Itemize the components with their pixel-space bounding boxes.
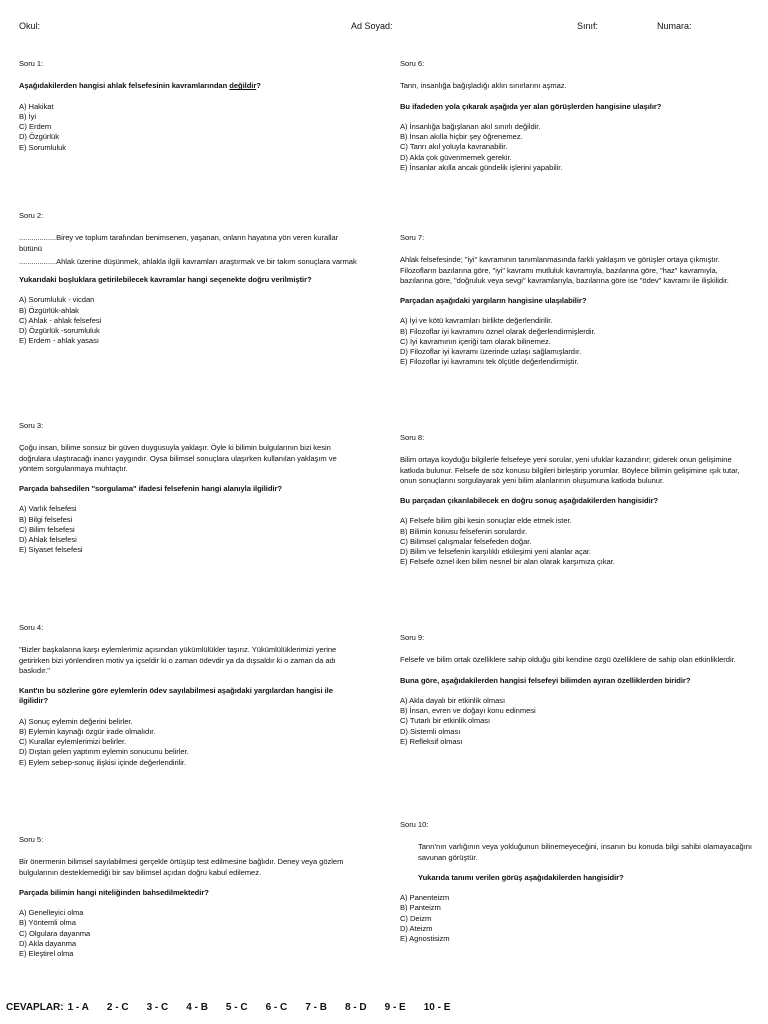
answer-key	[6, 1002, 450, 1013]
question-stem: Aşağıdakilerden hangisi ahlak felsefesinin kavramlarından değildir?	[19, 81, 261, 91]
question-text: Felsefe ve bilim ortak özelliklere sahip olduğu gibi kendine özgü özelliklere de sahip olan etkinliklerdir.	[400, 655, 736, 665]
option-e: E) Erdem - ahlak yasası	[19, 336, 99, 346]
option-b: B) İnsan akılla hiçbir şey öğrenemez.	[400, 132, 523, 141]
answer-item: 6 - C	[265, 1002, 288, 1013]
option-c: C) Olgulara dayanma	[19, 928, 91, 938]
emphasis-underline: değildir	[229, 81, 257, 91]
option-c: C) Kurallar eylemlerimizi belirler.	[19, 737, 127, 746]
question-stem: Yukarıda tanımı verilen görüş aşağıdakilerden hangisidir?	[418, 872, 624, 882]
option-d: D) Filozoflar iyi kavramı üzerinde uzlaşı sağlamışlardır.	[400, 347, 582, 356]
option-a: A) Akla dayalı bir etkinlik olması	[400, 695, 506, 705]
question-number: Soru 10:	[400, 820, 429, 829]
answer-item: 1 - A	[67, 1002, 89, 1013]
question-stem: Parçada bahsedilen "sorgulama" ifadesi felsefenin hangi alanıyla ilgilidir?	[19, 484, 282, 493]
option-c: C) Tanrı akıl yoluyla kavranabilir.	[400, 142, 508, 152]
question-4	[19, 623, 359, 768]
option-d: D) Dıştan gelen yaptırım eylemin sonucunu belirler.	[19, 747, 189, 757]
option-b: B) Eylemin kaynağı özgür irade olmalıdır.	[19, 726, 156, 736]
option-b: B) Panteizm	[400, 903, 441, 913]
answer-item: 5 - C	[225, 1002, 248, 1013]
options-list	[19, 295, 359, 346]
question-stem: Yukarıdaki boşluklara getirilebilecek kavramlar hangi seçenekte doğru verilmiştir?	[19, 275, 312, 284]
question-stem: Bu parçadan çıkarılabilecek en doğru sonuç aşağıdakilerden hangisidir?	[400, 496, 659, 505]
option-d: D) Akla çok güvenmemek gerekir.	[400, 152, 512, 162]
option-e: E) Felsefe öznel iken bilim nesnel bir alan olarak karşımıza çıkar.	[400, 557, 615, 567]
options-list	[19, 717, 359, 768]
option-e: E) Siyaset felsefesi	[19, 545, 83, 555]
question-stem: Kant'ın bu sözlerine göre eylemlerin ödev sayılabilmesi aşağıdaki yargılardan hangisi ile ilgilidir?	[19, 686, 333, 706]
question-stem: Parçadan aşağıdaki yargıların hangisine ulaşılabilir?	[400, 296, 587, 305]
option-d: D) Bilim ve felsefenin karşılıklı etkileşimi yeni alanlar açar.	[400, 547, 591, 556]
answer-item: 2 - C	[106, 1002, 129, 1013]
option-c: C) Bilim felsefesi	[19, 524, 75, 534]
question-9	[400, 633, 752, 747]
question-number: Soru 5:	[19, 835, 44, 844]
option-b: B) Yöntemli olma	[19, 918, 76, 928]
question-text: ..................Ahlak üzerine düşünmek, ahlakla ilgili kavramları araştırmak ve bir takım sonuçlara varmak	[19, 256, 357, 266]
question-10	[400, 820, 752, 944]
class-label: Sınıf:	[577, 21, 599, 31]
question-7	[400, 233, 752, 368]
answer-item: 4 - B	[186, 1002, 208, 1013]
options-list	[400, 893, 752, 944]
option-e: E) Sorumluluk	[19, 142, 67, 152]
question-text: ..................Birey ve toplum tarafından benimsenen, yaşanan, onların hayatına yön veren kurallar bütünü	[19, 233, 339, 253]
option-e: E) Eylem sebep-sonuç ilişkisi içinde değerlendirilir.	[19, 757, 187, 767]
option-e: E) İnsanlar akılla ancak gündelik işlerini yapabilir.	[400, 162, 563, 172]
answer-item: 9 - E	[384, 1002, 406, 1013]
option-e: E) Refleksif olması	[400, 736, 463, 746]
question-number: Soru 2:	[19, 211, 44, 220]
question-number: Soru 8:	[400, 433, 425, 442]
option-d: D) Özgürlük	[19, 132, 59, 142]
option-d: D) Ahlak felsefesi	[19, 535, 77, 544]
name-label: Ad Soyad:	[351, 21, 393, 31]
question-number: Soru 1:	[19, 59, 44, 68]
answer-item: 3 - C	[146, 1002, 169, 1013]
option-e: E) Filozoflar iyi kavramını tek ölçütle değerlendirmiştir.	[400, 357, 579, 367]
options-list	[400, 696, 752, 747]
option-a: A) Felsefe bilim gibi kesin sonuçlar elde etmek ister.	[400, 516, 572, 526]
question-5	[19, 835, 359, 959]
question-text: Tanrı, insanlığa bağışladığı aklın sınırlarını aşmaz.	[400, 81, 567, 91]
option-d: D) Akla dayanma	[19, 938, 77, 948]
question-number: Soru 6:	[400, 59, 425, 68]
options-list	[19, 102, 359, 153]
option-a: A) Panenteizm	[400, 893, 450, 902]
answer-item: 7 - B	[305, 1002, 327, 1013]
question-text: Bilim ortaya koyduğu bilgilerle felsefeye yeni sorular, yeni ufuklar kazandırır; giderek onun gelişimine katkıda bulunur. Felsefe de söz konusu bilgileri birleştirip yorumlar. Böylece bilimin gelişimine ışık tutar, onun sonuçlarını sorgulayarak yeni bilim alanlarının oluşumuna katkıda bulunur.	[400, 455, 740, 485]
option-d: D) Ateizm	[400, 923, 433, 933]
option-c: C) Bilimsel çalışmalar felsefeden doğar.	[400, 536, 532, 546]
option-b: B) Bilimin konusu felsefenin sorulardır.	[400, 526, 528, 536]
option-c: C) İyi kavramının içeriği tam olarak bilinemez.	[400, 336, 551, 346]
option-a: A) Genelleyici olma	[19, 908, 84, 917]
student-info-header	[0, 21, 768, 35]
option-c: C) Tutarlı bir etkinlik olması	[400, 716, 491, 726]
answer-item: 10 - E	[423, 1002, 451, 1013]
option-a: A) İnsanlığa bağışlanan akıl sınırlı değildir.	[400, 121, 541, 131]
question-number: Soru 3:	[19, 421, 44, 430]
question-text: Tanrı'nın varlığının veya yokluğunun bilinemeyeceğini, insanın bu konuda bilgi sahibi olamayacağını savunan görüştür.	[418, 842, 752, 862]
question-3	[19, 421, 359, 556]
options-list	[400, 316, 752, 367]
question-1	[19, 59, 359, 153]
options-list	[400, 122, 752, 173]
question-stem: Buna göre, aşağıdakilerden hangisi felsefeyi bilimden ayıran özelliklerden biridir?	[400, 675, 691, 685]
option-b: B) İnsan, evren ve doğayı konu edinmesi	[400, 706, 536, 715]
option-c: C) Erdem	[19, 122, 52, 131]
question-number: Soru 4:	[19, 623, 44, 632]
option-a: A) Sonuç eylemin değerini belirler.	[19, 716, 133, 726]
question-text: Ahlak felsefesinde; "iyi" kavramının tanımlanmasında farklı yaklaşım ve görüşler ortaya çıkmıştır. Filozofların bazılarına göre, "iyi" kavramı mutluluk kavramıyla, bazılarına göre, "haz" kavramıyla, bazılarına göre, "doğruluk veya sevgi" kavramlarıyla, bazılarına göre ise "ödev" kavramı ile ilişkilidir.	[400, 255, 729, 285]
number-label: Numara:	[657, 21, 692, 31]
question-text: Çoğu insan, bilime sonsuz bir güven duygusuyla yaklaşır. Öyle ki bilimin bulgularının bizi kesin doğrulara ulaştıracağı inancı yaygındır. Oysa bilimsel sonuçlara ulaşırken kullanılan yaklaşım ve yöntem sorgulanmaya muhtaçtır.	[19, 443, 337, 473]
option-e: E) Agnostisizm	[400, 934, 450, 943]
option-b: B) Özgürlük-ahlak	[19, 305, 79, 315]
school-label: Okul:	[19, 21, 41, 31]
option-c: C) Ahlak - ahlak felsefesi	[19, 315, 102, 325]
question-text: "Bizler başkalarına karşı eylemlerimiz açısından yükümlülükler taşırız. Yükümlülüklerimizi yerine getirirken bizi yönlendiren motiv ya içseldir ki o zaman ödevdir ya da dışsaldır ki o zaman da adı baskıdır."	[19, 645, 337, 675]
option-d: D) Sistemli olması	[400, 726, 461, 736]
answer-key-label: CEVAPLAR:	[6, 1002, 64, 1013]
question-stem: Bu ifadeden yola çıkarak aşağıda yer alan görüşlerden hangisine ulaşılır?	[400, 101, 662, 111]
answer-item: 8 - D	[344, 1002, 367, 1013]
question-number: Soru 9:	[400, 633, 425, 642]
options-list	[400, 516, 752, 567]
option-a: A) İyi ve kötü kavramları birlikte değerlendirilir.	[400, 316, 553, 326]
option-e: E) Eleştirel olma	[19, 949, 74, 958]
question-6	[400, 59, 752, 173]
question-2	[19, 211, 359, 347]
question-stem: Parçada bilimin hangi niteliğinden bahsedilmektedir?	[19, 887, 209, 897]
question-8	[400, 433, 752, 568]
option-d: D) Özgürlük -sorumluluk	[19, 326, 100, 335]
option-b: B) Bilgi felsefesi	[19, 514, 73, 524]
option-a: A) Varlık felsefesi	[19, 504, 77, 514]
question-number: Soru 7:	[400, 233, 425, 242]
options-list	[19, 908, 359, 959]
option-b: B) İyi	[19, 111, 36, 121]
option-b: B) Filozoflar iyi kavramını öznel olarak değerlendirmişlerdir.	[400, 326, 596, 336]
option-a: A) Hakikat	[19, 101, 54, 111]
option-a: A) Sorumluluk - vicdan	[19, 295, 95, 305]
option-c: C) Deizm	[400, 913, 432, 923]
options-list	[19, 504, 359, 555]
question-text: Bir önermenin bilimsel sayılabilmesi gerçekle örtüşüp test edilmesine bağlıdır. Deney veya gözlem bulgularının desteklemediği bir sav bilimsel açıdan doğru kabul edilemez.	[19, 857, 344, 877]
